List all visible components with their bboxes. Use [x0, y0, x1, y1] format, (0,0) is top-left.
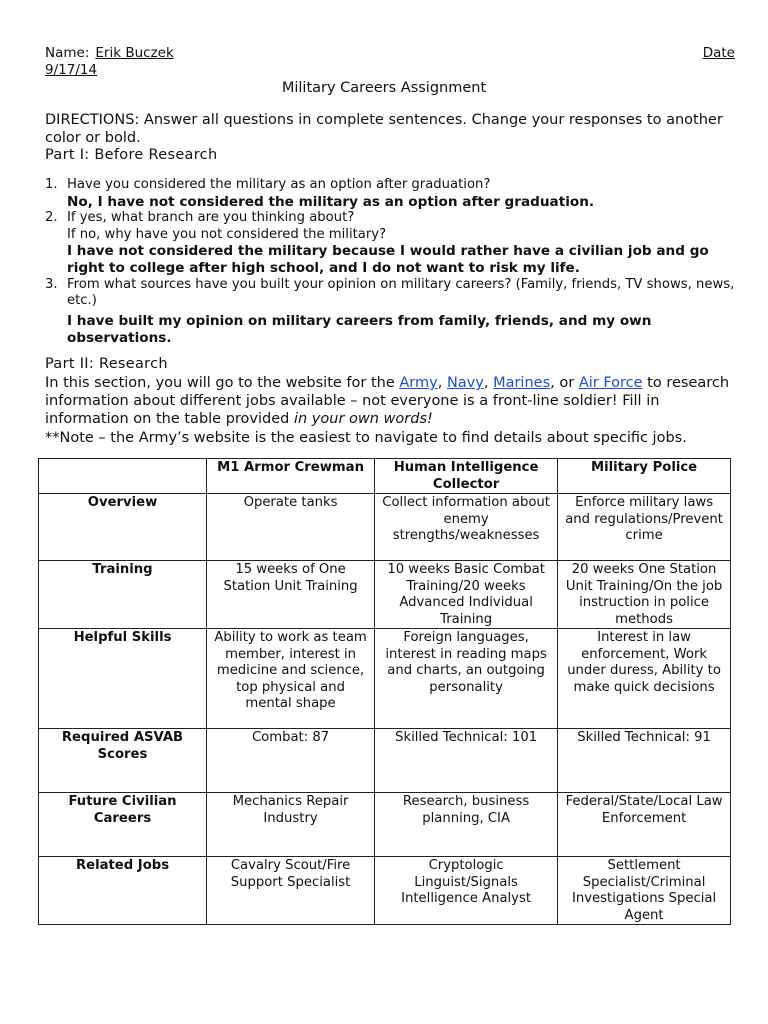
question-item — [45, 210, 735, 277]
table-cell: Skilled Technical: 91 — [558, 729, 731, 793]
answer-text: I have not considered the military because I would rather have a civilian job and go right to college after high school, and I do not want to risk my life. — [67, 243, 709, 277]
table-cell: Ability to work as team member, interest in medicine and science, top physical and mental shape — [207, 629, 375, 729]
intro-separator: , — [437, 375, 447, 391]
part2-heading: Part II: Research — [45, 356, 168, 372]
air-force-link[interactable]: Air Force — [578, 375, 643, 391]
row-label: Overview — [39, 494, 207, 561]
table-row — [39, 561, 731, 629]
header-block — [45, 45, 735, 79]
page-title: Military Careers Assignment — [281, 80, 487, 96]
marines-link[interactable]: Marines — [493, 375, 551, 391]
table-row — [39, 494, 731, 561]
table-cell: Interest in law enforcement, Work under duress, Ability to make quick decisions — [558, 629, 731, 729]
directions-text: : Answer all questions in complete sentences. Change your responses to another color or bold. — [45, 112, 723, 146]
table-cell: 15 weeks of One Station Unit Training — [207, 561, 375, 629]
careers-table — [38, 458, 731, 925]
table-row — [39, 857, 731, 925]
answer-text: I have built my opinion on military careers from family, friends, and my own observations. — [67, 312, 652, 346]
intro-text: to research information about different jobs available – not everyone is a front-line soldier! Fill in information on the table provided — [45, 375, 730, 428]
navy-link[interactable]: Navy — [446, 375, 484, 391]
part2-intro — [45, 374, 735, 447]
answer-text: No, I have not considered the military as an option after graduation. — [67, 193, 595, 210]
table-cell: Research, business planning, CIA — [375, 793, 558, 857]
directions-label: DIRECTIONS — [45, 112, 135, 128]
table-cell: Combat: 87 — [207, 729, 375, 793]
row-label: Helpful Skills — [39, 629, 207, 729]
intro-emphasis: in your own words! — [293, 411, 433, 428]
intro-separator: , — [483, 375, 494, 391]
row-label: Related Jobs — [39, 857, 207, 925]
row-label: Future Civilian Careers — [39, 793, 207, 857]
table-header-row — [39, 459, 731, 494]
question-number: 1. — [45, 177, 58, 192]
question-item — [45, 277, 735, 347]
table-header-cell — [39, 459, 207, 494]
table-cell: Enforce military laws and regulations/Prevent crime — [558, 494, 731, 561]
question-text: Have you considered the military as an option after graduation? — [67, 177, 491, 192]
table-cell: Settlement Specialist/Criminal Investigations Special Agent — [558, 857, 731, 925]
army-link[interactable]: Army — [399, 375, 438, 391]
table-header-cell: Military Police — [558, 459, 731, 494]
question-number: 2. — [45, 210, 58, 226]
table-cell: 10 weeks Basic Combat Training/20 weeks Advanced Individual Training — [375, 561, 558, 629]
table-header-cell: M1 Armor Crewman — [207, 459, 375, 494]
row-label: Training — [39, 561, 207, 629]
table-cell: Collect information about enemy strengths/weaknesses — [375, 494, 558, 561]
directions — [45, 111, 735, 147]
intro-separator: , or — [550, 375, 579, 391]
table-row — [39, 793, 731, 857]
table-cell: Skilled Technical: 101 — [375, 729, 558, 793]
table-cell: 20 weeks One Station Unit Training/On the job instruction in police methods — [558, 561, 731, 629]
name-value: Erik Buczek — [95, 45, 174, 61]
table-cell: Foreign languages, interest in reading maps and charts, an outgoing personality — [375, 629, 558, 729]
question-item — [45, 177, 735, 210]
intro-text: In this section, you will go to the website for the — [45, 375, 400, 391]
table-cell: Cavalry Scout/Fire Support Specialist — [207, 857, 375, 925]
question-text: If no, why have you not considered the military? — [67, 226, 387, 242]
row-label: Required ASVAB Scores — [39, 729, 207, 793]
intro-note: **Note – the Army’s website is the easiest to navigate to find details about specific jobs. — [45, 429, 687, 446]
table-cell: Operate tanks — [207, 494, 375, 561]
name-date-line — [45, 45, 735, 62]
table-cell: Cryptologic Linguist/Signals Intelligence Analyst — [375, 857, 558, 925]
table-cell: Mechanics Repair Industry — [207, 793, 375, 857]
question-text: From what sources have you built your opinion on military careers? (Family, friends, TV shows, news, etc.) — [67, 276, 735, 309]
part1-heading: Part I: Before Research — [45, 147, 218, 163]
question-list — [45, 177, 735, 346]
date-value: 9/17/14 — [45, 62, 98, 78]
table-row — [39, 629, 731, 729]
table-header-cell: Human Intelligence Collector — [375, 459, 558, 494]
question-text: If yes, what branch are you thinking about? — [67, 210, 355, 226]
table-row — [39, 729, 731, 793]
table-cell: Federal/State/Local Law Enforcement — [558, 793, 731, 857]
name-label: Name: — [45, 45, 90, 61]
question-number: 3. — [45, 276, 58, 292]
date-label: Date — [702, 45, 735, 61]
